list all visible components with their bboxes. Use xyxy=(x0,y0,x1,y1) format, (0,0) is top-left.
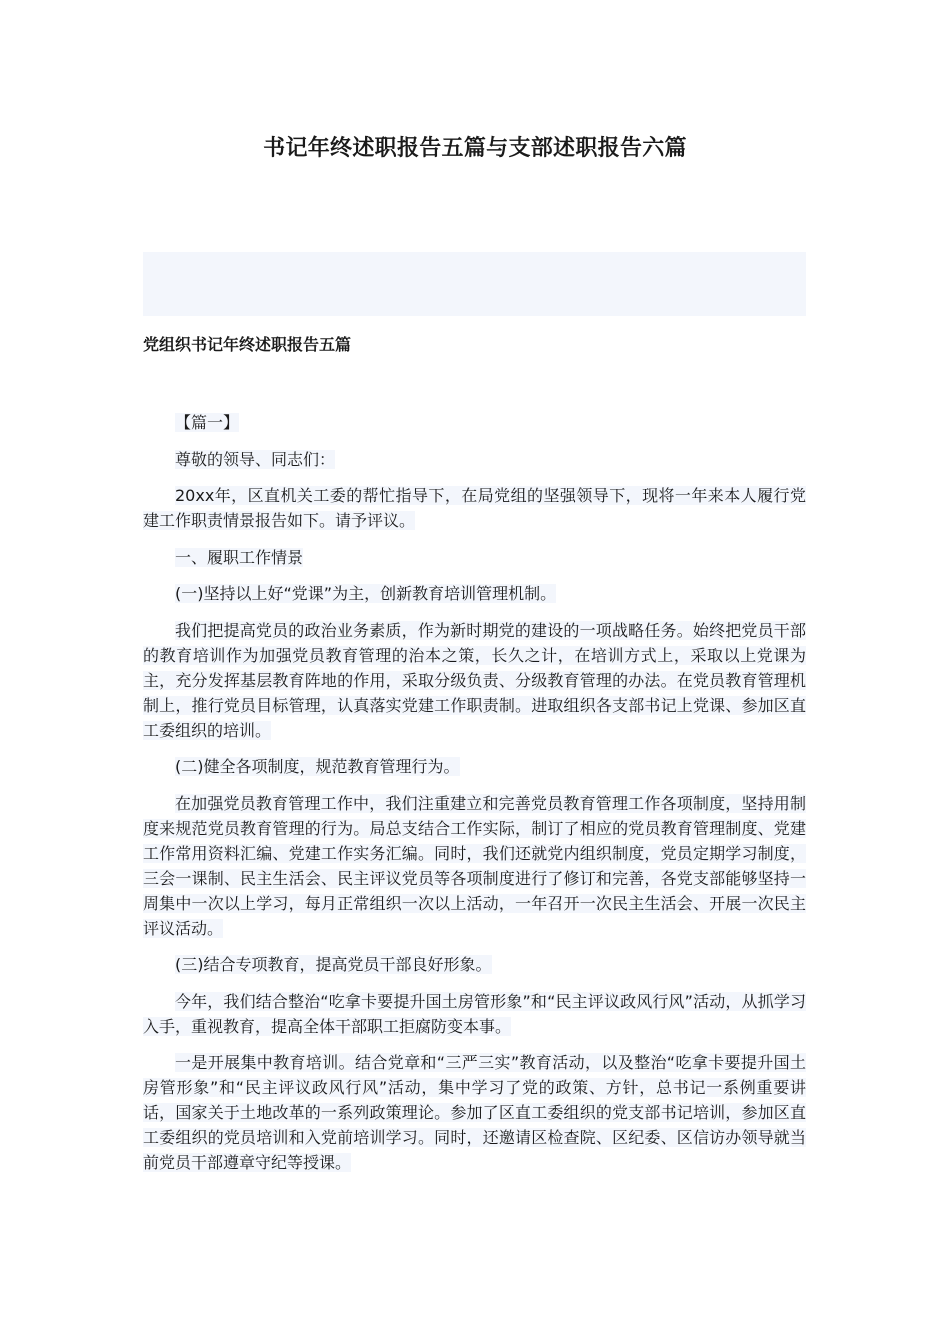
shaded-blank-panel xyxy=(143,252,806,316)
paragraph-text: 一、履职工作情景 xyxy=(175,547,304,567)
document-body xyxy=(143,410,806,1187)
paragraph-text: 【篇一】 xyxy=(175,413,240,432)
paragraph-text: (二)健全各项制度，规范教育管理行为。 xyxy=(175,757,460,776)
paragraph-text: 在加强党员教育管理工作中，我们注重建立和完善党员教育管理工作各项制度，坚持用制度来规范党员教育管理的行为。局总支结合工作实际，制订了相应的党员教育管理制度、党建工作常用资料汇编、党建工作实务汇编。同时，我们还就党内组织制度，党员定期学习制度，三会一课制、民主生活会、民主评议党员等各项制度进行了修订和完善，各党支部能够坚持一周集中一次以上学习，每月正常组织一次以上活动，一年召开一次民主生活会、开展一次民主评议活动。 xyxy=(143,793,806,938)
paragraph xyxy=(143,1050,806,1175)
paragraph xyxy=(143,483,806,533)
paragraph xyxy=(143,754,806,779)
paragraph-text: (三)结合专项教育，提高党员干部良好形象。 xyxy=(175,955,492,974)
paragraph-text: 我们把提高党员的政治业务素质，作为新时期党的建设的一项战略任务。始终把党员干部的教育培训作为加强党员教育管理的治本之策，长久之计，在培训方式上，采取以上党课为主，充分发挥基层教育阵地的作用，采取分级负责、分级教育管理的办法。在党员教育管理机制上，推行党员目标管理，认真落实党建工作职责制。进取组织各支部书记上党课、参加区直工委组织的培训。 xyxy=(143,620,806,740)
paragraph xyxy=(143,952,806,977)
paragraph xyxy=(143,791,806,941)
paragraph xyxy=(143,410,806,435)
paragraph xyxy=(143,989,806,1039)
paragraph xyxy=(143,581,806,606)
paragraph-text: 20xx年，区直机关工委的帮忙指导下，在局党组的坚强领导下，现将一年来本人履行党建工作职责情景报告如下。请予评议。 xyxy=(143,486,806,530)
paragraph xyxy=(143,545,806,570)
paragraph xyxy=(143,447,806,472)
paragraph xyxy=(143,618,806,743)
document-title: 书记年终述职报告五篇与支部述职报告六篇 xyxy=(263,136,687,161)
paragraph-text: 今年，我们结合整治“吃拿卡要提升国土房管形象”和“民主评议政风行风”活动，从抓学习入手，重视教育，提高全体干部职工拒腐防变本事。 xyxy=(143,991,806,1036)
section-heading: 党组织书记年终述职报告五篇 xyxy=(143,335,352,354)
paragraph-text: 一是开展集中教育培训。结合党章和“三严三实”教育活动，以及整治“吃拿卡要提升国土房管形象”和“民主评议政风行风”活动，集中学习了党的政策、方针，总书记一系例重要讲话，国家关于土地改革的一系列政策理论。参加了区直工委组织的党支部书记培训，参加区直工委组织的党员培训和入党前培训学习。同时，还邀请区检查院、区纪委、区信访办领导就当前党员干部遵章守纪等授课。 xyxy=(143,1053,806,1172)
paragraph-text: 尊敬的领导、同志们： xyxy=(175,449,336,469)
paragraph-text: (一)坚持以上好“党课”为主，创新教育培训管理机制。 xyxy=(175,584,557,603)
